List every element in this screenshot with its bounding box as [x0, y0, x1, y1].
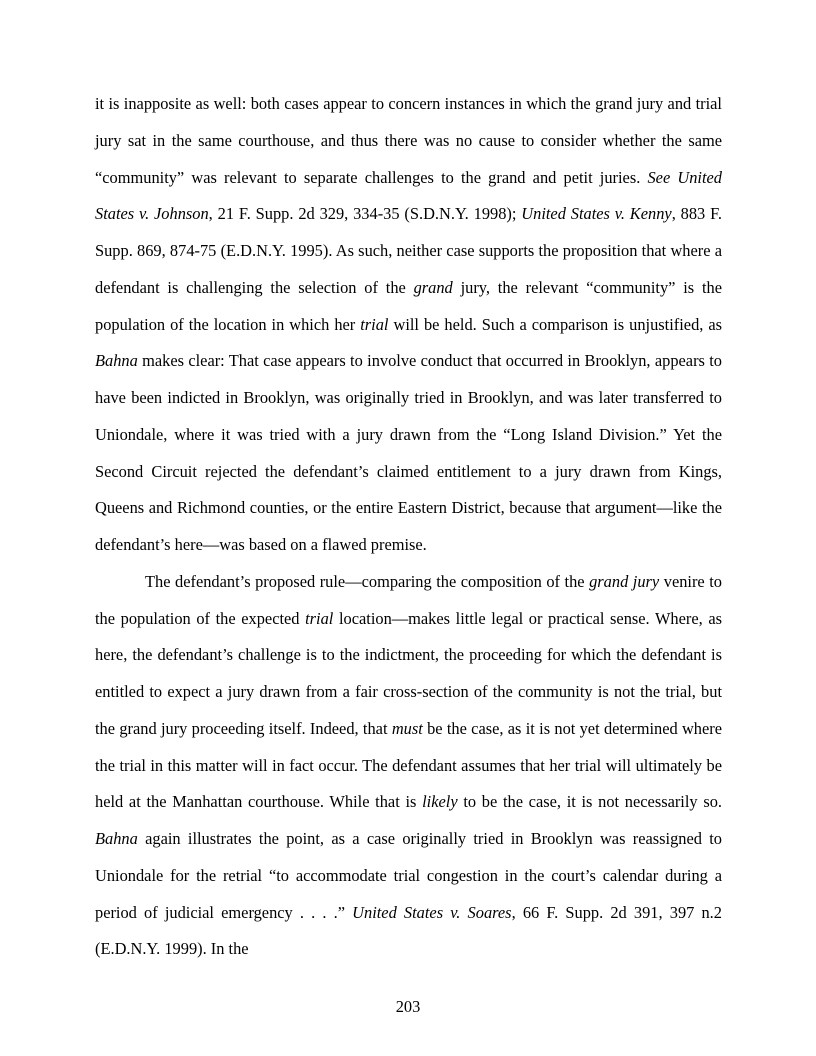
text-run: , 66 F. Supp. 2d 391, 397 n.2 (E.D.N.Y. 1999). In the [95, 902, 722, 959]
text-run: jury, the relevant “community” is the population of the location in which her [95, 277, 722, 334]
emphasis-text-run: must [391, 718, 423, 738]
emphasis-text-run: likely [422, 792, 458, 812]
paragraph [95, 564, 722, 968]
emphasis-text-run: trial [360, 314, 389, 334]
citation-text-run: United States v. Soares [352, 902, 512, 922]
text-run: will be held. Such a comparison is unjustified, as [388, 314, 722, 334]
emphasis-text-run: grand jury [589, 571, 660, 591]
text-run: it is inapposite as well: both cases appear to concern instances in which the grand jury and trial jury sat in the same courthouse, and thus there was no cause to consider whether the same “community” was relevant to separate challenges to the grand and petit juries. [95, 94, 722, 187]
text-run: , 883 F. Supp. 869, 874-75 (E.D.N.Y. 1995). As such, neither case supports the proposition that where a defendant is challenging the selection of the [95, 204, 722, 297]
text-run: location—makes little legal or practical sense. Where, as here, the defendant’s challenge is to the indictment, the proceeding for which the defendant is entitled to expect a jury drawn from a fair cross-section of the community is not the trial, but the grand jury proceeding itself. Indeed, that [95, 608, 722, 738]
text-run: to be the case, it is not necessarily so. [457, 792, 722, 812]
emphasis-text-run: trial [305, 608, 334, 628]
page-number: 203 [395, 997, 421, 1016]
text-run: The defendant’s proposed rule—comparing the composition of the [145, 571, 590, 591]
text-run: , 21 F. Supp. 2d 329, 334-35 (S.D.N.Y. 1998); [208, 204, 522, 224]
citation-text-run: United States v. Kenny [521, 204, 672, 224]
text-run: be the case, as it is not yet determined where the trial in this matter will in fact occur. The defendant assumes that her trial will ultimately be held at the Manhattan courthouse. While that is [95, 718, 723, 812]
citation-text-run: Bahna [95, 829, 138, 848]
text-run: makes clear: That case appears to involve conduct that occurred in Brooklyn, appears to have been indicted in Brooklyn, was originally tried in Brooklyn, and was later transferred to Uniondale, where it was tried with a jury drawn from the “Long Island Division.” Yet the Second Circuit rejected the defendant’s claimed entitlement to a jury drawn from Kings, Queens and Richmond counties, or the entire Eastern District, because that argument—like the defendant’s here—was based on a flawed premise. [95, 351, 722, 554]
citation-text-run: See United States v. Johnson [95, 167, 723, 224]
text-run: again illustrates the point, as a case originally tried in Brooklyn was reassigned to Uniondale for the retrial “to accommodate trial congestion in the court’s calendar during a period of judicial emergency . . . .” [95, 829, 722, 922]
paragraph [95, 86, 722, 564]
emphasis-text-run: grand [413, 277, 453, 297]
body-text [95, 86, 722, 968]
text-run: venire to the population of the expected [95, 571, 722, 628]
citation-text-run: Bahna [95, 351, 138, 371]
